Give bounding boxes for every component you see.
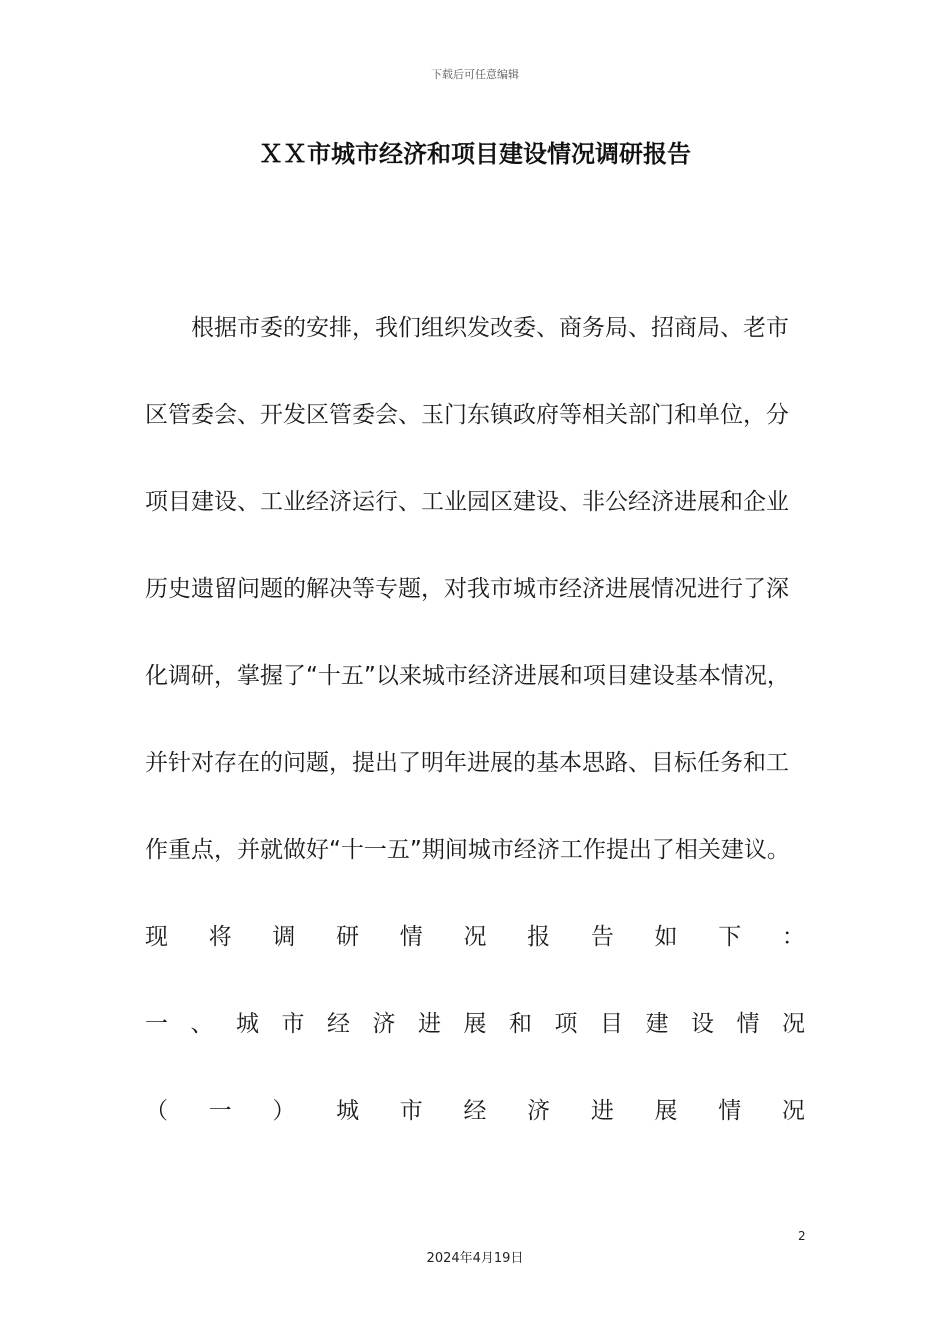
spread-char: 研 — [336, 924, 360, 950]
spread-char: 况 — [781, 1098, 805, 1124]
paragraph-line: 并针对存在的问题，提出了明年进展的基本思路、目标任务和工 — [145, 750, 789, 776]
spread-char: 如 — [654, 924, 678, 950]
spread-char: （ — [145, 1098, 168, 1124]
spread-char: 情 — [718, 1098, 742, 1124]
spread-char: 和 — [509, 1011, 532, 1037]
spread-char: 市 — [399, 1098, 423, 1124]
spread-char: 一 — [145, 1011, 168, 1037]
spread-char: 经 — [463, 1098, 487, 1124]
spread-char: 将 — [208, 924, 232, 950]
spread-char: 展 — [463, 1011, 487, 1037]
subsection-heading — [145, 1091, 805, 1178]
spread-char: 告 — [590, 924, 614, 950]
spread-char: ） — [272, 1098, 296, 1124]
spread-char: 情 — [736, 1011, 760, 1037]
spread-char: 况 — [463, 924, 487, 950]
document-body — [145, 308, 805, 1178]
spread-char: 展 — [654, 1098, 678, 1124]
spread-char: 经 — [327, 1011, 350, 1037]
spread-char: 济 — [372, 1011, 396, 1037]
spread-char: 报 — [527, 924, 551, 950]
document-title: ＸＸ市城市经济和项目建设情况调研报告 — [259, 140, 691, 168]
spread-char: 一 — [208, 1098, 232, 1124]
spread-char: 设 — [691, 1011, 714, 1037]
spread-char: 下 — [718, 924, 742, 950]
report-intro-line — [145, 917, 805, 1004]
spread-char: 、 — [190, 1011, 214, 1037]
spread-char: ： — [781, 924, 805, 950]
spread-char: 项 — [554, 1011, 578, 1037]
page-number: 2 — [798, 1229, 806, 1243]
spread-char: 城 — [236, 1011, 259, 1037]
paragraph-line: 化调研，掌握了“十五”以来城市经济进展和项目建设基本情况， — [145, 663, 790, 689]
spread-char: 目 — [600, 1011, 623, 1037]
spread-char: 进 — [590, 1098, 614, 1124]
spread-char: 建 — [645, 1011, 669, 1037]
footer-date: 2024年4月19日 — [426, 1251, 524, 1266]
spread-char: 情 — [399, 924, 423, 950]
spread-char: 况 — [782, 1011, 805, 1037]
paragraph-line: 历史遗留问题的解决等专题，对我市城市经济进展情况进行了深 — [145, 576, 789, 602]
paragraph-line: 根据市委的安排，我们组织发改委、商务局、招商局、老市 — [191, 315, 789, 341]
section-heading — [145, 1004, 805, 1091]
spread-char: 城 — [336, 1098, 360, 1124]
spread-char: 调 — [272, 924, 296, 950]
spread-char: 济 — [527, 1098, 551, 1124]
paragraph-line: 作重点，并就做好“十一五”期间城市经济工作提出了相关建议。 — [145, 837, 790, 863]
paragraph-line: 项目建设、工业经济运行、工业园区建设、非公经济进展和企业 — [145, 489, 789, 515]
spread-char: 市 — [281, 1011, 305, 1037]
header-note: 下载后可任意编辑 — [431, 68, 519, 81]
spread-char: 现 — [145, 924, 168, 950]
spread-char: 进 — [418, 1011, 441, 1037]
paragraph-line: 区管委会、开发区管委会、玉门东镇政府等相关部门和单位，分 — [145, 402, 789, 428]
